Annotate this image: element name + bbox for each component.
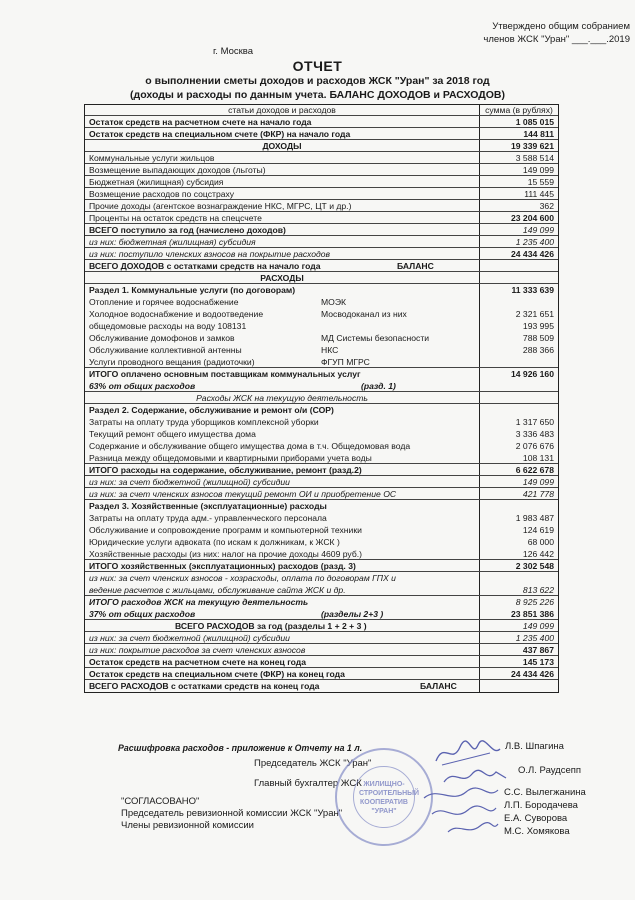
section3-item-value: 126 442	[522, 549, 554, 559]
table-row	[85, 632, 558, 644]
audit-chair-label: Председатель ревизионной комиссии ЖСК "Уран"	[121, 808, 343, 819]
accountant-label: Главный бухгалтер ЖСК	[254, 778, 362, 789]
item-value: 788 509	[522, 333, 554, 343]
section3-sub-label: из них: за счет членских взносов - хозрасходы, оплата по договорам ГПХ и	[85, 572, 480, 584]
opening-special-label: Остаток средств на специальном счете (ФКР) на начало года	[85, 128, 480, 139]
expenses-header-value	[480, 272, 558, 283]
approval-line-2: членов ЖСК "Уран" ___.___.2019	[483, 34, 630, 45]
table-row	[85, 584, 558, 596]
item-label: Холодное водоснабжение и водоотведение	[89, 309, 264, 319]
table-row	[85, 428, 558, 440]
audit-name: С.С. Вылегжанина	[504, 787, 586, 798]
section3-item-value: 124 619	[522, 525, 554, 535]
opening-balance-value: 1 085 015	[515, 117, 554, 127]
income-item-label: Прочие доходы (агентское вознаграждение НКС, МГРС, ЦТ и др.)	[85, 200, 480, 211]
breakdown-note: Расшифровка расходов - приложение к Отчету на 1 л.	[118, 743, 363, 753]
section3-item-value: 1 983 487	[515, 513, 554, 523]
expenses-balance-value	[480, 680, 558, 692]
expenses-sub-value: 437 867	[522, 645, 554, 655]
chairman-label: Председатель ЖСК "Уран"	[254, 758, 372, 769]
section3-title: Раздел 3. Хозяйственные (эксплуатационные) расходы	[85, 500, 480, 512]
section3-sub-value	[480, 572, 558, 584]
item-provider: МОЭК	[321, 297, 347, 307]
section2-item-label: Затраты на оплату труда уборщиков комплексной уборки	[85, 416, 480, 428]
balance-word: БАЛАНС	[420, 681, 457, 691]
income-sub-value: 1 235 400	[515, 237, 554, 247]
closing-special-label: Остаток средств на специальном счете (ФКР) на конец года	[85, 668, 480, 679]
col-sum-header: сумма (в рублях)	[485, 105, 553, 115]
income-balance-label	[85, 260, 480, 271]
percent-text: 37% от общих расходов	[89, 609, 196, 619]
expenses-sub-value: 1 235 400	[515, 633, 554, 643]
section1-percent-value	[480, 380, 558, 391]
section2-total-value: 6 622 678	[515, 465, 554, 475]
percent-text: 63% от общих расходов	[89, 381, 196, 391]
item-provider: Мосводоканал из них	[321, 309, 407, 319]
section1-item	[85, 320, 480, 332]
section1-total-value: 14 926 160	[510, 369, 554, 379]
total-current-label: ИТОГО расходов ЖСК на текущую деятельность	[85, 596, 480, 608]
item-value: 2 321 651	[515, 309, 554, 319]
col-item-header: статьи доходов и расходов	[85, 105, 480, 115]
total-expenses-value: 149 099	[522, 621, 554, 631]
table-header-row	[85, 105, 558, 116]
section3-item-value: 68 000	[527, 537, 554, 547]
section1-item	[85, 356, 480, 367]
table-row	[85, 548, 558, 560]
table-row	[85, 308, 558, 320]
section2-item-label: Разница между общедомовыми и квартирными приборами учета воды	[85, 452, 480, 463]
section2-item-value: 108 131	[522, 453, 554, 463]
table-row	[85, 440, 558, 452]
approval-line-1: Утверждено общим собранием	[492, 21, 630, 32]
chairman-name: Л.В. Шпагина	[505, 741, 564, 752]
table-row	[85, 332, 558, 344]
table-row	[85, 416, 558, 428]
table-row	[85, 524, 558, 536]
table-row	[85, 344, 558, 356]
table-row	[85, 140, 558, 152]
income-sub-value: 24 434 426	[510, 249, 554, 259]
table-row	[85, 488, 558, 500]
table-row	[85, 176, 558, 188]
section3-item-label: Затраты на оплату труда адм.- управленческого персонала	[85, 512, 480, 524]
table-row	[85, 656, 558, 668]
section3-sub-value: 813 622	[522, 585, 554, 595]
income-item-value: 15 559	[527, 177, 554, 187]
table-row	[85, 116, 558, 128]
audit-name: М.С. Хомякова	[504, 826, 570, 837]
closing-balance-value: 145 173	[522, 657, 554, 667]
audit-members-label: Члены ревизионной комиссии	[121, 820, 254, 831]
table-row	[85, 356, 558, 368]
item-provider: НКС	[321, 345, 339, 355]
section2-item-value: 3 336 483	[515, 429, 554, 439]
income-header: ДОХОДЫ	[85, 140, 480, 151]
table-row	[85, 128, 558, 140]
section3-total-value: 2 302 548	[515, 561, 554, 571]
table-row	[85, 320, 558, 332]
table-row	[85, 572, 558, 584]
table-row	[85, 248, 558, 260]
table-row	[85, 212, 558, 224]
table-row	[85, 392, 558, 404]
table-row	[85, 644, 558, 656]
section2-sub-value: 149 099	[522, 477, 554, 487]
income-item-value: 111 445	[524, 189, 554, 199]
section2-title-value	[480, 404, 558, 416]
table-row	[85, 404, 558, 416]
expenses-balance-text: ВСЕГО РАСХОДОВ с остатками средств на конец года	[89, 681, 320, 691]
section1-item	[85, 308, 480, 320]
table-row	[85, 260, 558, 272]
opening-special-value: 144 811	[523, 129, 554, 139]
table-row	[85, 452, 558, 464]
item-label: Обслуживание коллективной антенны	[89, 345, 242, 355]
section3-total-label: ИТОГО хозяйственных (эксплуатационных) расходов (разд. 3)	[85, 560, 480, 571]
item-label: Обслуживание домофонов и замков	[89, 333, 235, 343]
approval-note	[430, 20, 630, 46]
section-note: (разделы 2+3 )	[321, 609, 384, 619]
section3-item-label: Юридические услуги адвоката (по искам к должникам, к ЖСК )	[85, 536, 480, 548]
section1-title: Раздел 1. Коммунальные услуги (по договорам)	[85, 284, 480, 296]
table-row	[85, 680, 558, 692]
item-value	[480, 356, 558, 367]
income-item-value: 149 099	[522, 165, 554, 175]
section1-total-label: ИТОГО оплачено основным поставщикам коммунальных услуг	[85, 368, 480, 380]
income-item-value: 23 204 600	[510, 213, 554, 223]
section2-sub-label: из них: за счет бюджетной (жилищной) субсидии	[85, 476, 480, 487]
balance-word: БАЛАНС	[397, 261, 434, 271]
table-row	[85, 152, 558, 164]
table-row	[85, 236, 558, 248]
income-item-value: 3 588 514	[515, 153, 554, 163]
section2-item-label: Содержание и обслуживание общего имущества дома в т.ч. Общедомовая вода	[85, 440, 480, 452]
table-row	[85, 668, 558, 680]
section2-sub-label: из них: за счет членских взносов текущий ремонт ОИ и приобретение ОС	[85, 488, 480, 499]
stamp-text: ЖИЛИЩНО-СТРОИТЕЛЬНЫЙ КООПЕРАТИВ "УРАН"	[359, 781, 420, 815]
income-sub-label: из них: поступило членских взносов на покрытие расходов	[85, 248, 480, 259]
income-item-label: Проценты на остаток средств на спецсчете	[85, 212, 480, 223]
table-row	[85, 188, 558, 200]
section2-item-label: Текущий ремонт общего имущества дома	[85, 428, 480, 440]
income-header-value: 19 339 621	[510, 141, 554, 151]
audit-name: Л.П. Бородачева	[504, 800, 578, 811]
income-item-value: 362	[539, 201, 554, 211]
total-expenses-label: ВСЕГО РАСХОДОВ за год (разделы 1 + 2 + 3 )	[85, 620, 480, 631]
section2-item-value: 1 317 650	[515, 417, 554, 427]
income-item-label: Возмещение выпадающих доходов (льготы)	[85, 164, 480, 175]
section2-item-value: 2 076 676	[515, 441, 554, 451]
item-value: 193 995	[522, 321, 554, 331]
agreed-label: "СОГЛАСОВАНО"	[121, 796, 200, 807]
item-label: Отопление и горячее водоснабжение	[89, 297, 239, 307]
table-row	[85, 596, 558, 608]
income-item-label: Коммунальные услуги жильцов	[85, 152, 480, 163]
table-row	[85, 464, 558, 476]
current-activity-value	[480, 392, 558, 403]
table-row	[85, 608, 558, 620]
table-row	[85, 536, 558, 548]
table-row	[85, 512, 558, 524]
section1-title-value: 11 333 639	[511, 285, 554, 295]
total-current-pct	[85, 608, 480, 619]
table-row	[85, 224, 558, 236]
report-subtitle: о выполнении сметы доходов и расходов ЖСК "Уран" за 2018 год	[145, 75, 490, 87]
section2-title: Раздел 2. Содержание, обслуживание и ремонт о/и (СОР)	[85, 404, 480, 416]
total-current-value: 8 925 226	[515, 597, 554, 607]
closing-balance-label: Остаток средств на расчетном счете на конец года	[85, 656, 480, 667]
section1-item	[85, 332, 480, 344]
report-subtitle-2: (доходы и расходы по данным учета. БАЛАНС ДОХОДОВ и РАСХОДОВ)	[130, 89, 505, 101]
expenses-balance-label	[85, 680, 480, 692]
table-row	[85, 296, 558, 308]
table-row	[85, 380, 558, 392]
item-label: общедомовые расходы на воду 108131	[89, 321, 247, 331]
section2-sub-value: 421 778	[522, 489, 554, 499]
expenses-sub-label: из них: покрытие расходов за счет членских взносов	[85, 644, 480, 655]
table-row	[85, 476, 558, 488]
table-row	[85, 272, 558, 284]
income-item-label: Возмещение расходов по соцстраху	[85, 188, 480, 199]
total-current-pct-value: 23 851 386	[510, 609, 554, 619]
report-table	[84, 104, 559, 693]
table-row	[85, 500, 558, 512]
income-item-label: Бюджетная (жилищная) субсидия	[85, 176, 480, 187]
closing-special-value: 24 434 426	[510, 669, 554, 679]
income-sub-label: из них: бюджетная (жилищная) субсидия	[85, 236, 480, 247]
item-label: Услуги проводного вещания (радиоточки)	[89, 357, 255, 367]
table-row	[85, 560, 558, 572]
section3-title-value	[480, 500, 558, 512]
section1-item	[85, 296, 480, 308]
item-provider: МД Системы безопасности	[321, 333, 430, 343]
section1-percent	[85, 380, 480, 391]
deputy-name: О.Л. Раудсепп	[518, 765, 582, 776]
report-title: ОТЧЕТ	[292, 58, 343, 74]
table-row	[85, 620, 558, 632]
expenses-header: РАСХОДЫ	[85, 272, 480, 283]
section2-total-label: ИТОГО расходы на содержание, обслуживание, ремонт (разд.2)	[85, 464, 480, 475]
table-row	[85, 368, 558, 380]
item-provider: ФГУП МГРС	[321, 357, 370, 367]
section-note: (разд. 1)	[361, 381, 396, 391]
item-value	[480, 296, 558, 308]
income-balance-text: ВСЕГО ДОХОДОВ с остатками средств на начало года	[89, 261, 321, 271]
section1-item	[85, 344, 480, 356]
city-label: г. Москва	[213, 46, 254, 57]
table-row	[85, 284, 558, 296]
section3-item-label: Хозяйственные расходы (из них: налог на прочие доходы 4609 руб.)	[85, 548, 480, 559]
opening-balance-label: Остаток средств на расчетном счете на начало года	[85, 116, 480, 127]
expenses-sub-label: из них: за счет бюджетной (жилищной) субсидии	[85, 632, 480, 643]
current-activity-caption: Расходы ЖСК на текущую деятельность	[85, 392, 480, 403]
section3-item-label: Обслуживание и сопровождение программ и компьютерной техники	[85, 524, 480, 536]
total-income-value: 149 099	[522, 225, 554, 235]
income-balance-value	[480, 260, 558, 271]
total-income-label: ВСЕГО поступило за год (начислено доходов)	[85, 224, 480, 235]
section3-sub-label: ведение расчетов с жильцами, обслуживание сайта ЖСК и др.	[85, 584, 480, 595]
table-row	[85, 200, 558, 212]
table-row	[85, 164, 558, 176]
audit-signatures	[418, 784, 502, 840]
item-value: 288 366	[522, 345, 554, 355]
audit-name: Е.А. Суворова	[504, 813, 568, 824]
